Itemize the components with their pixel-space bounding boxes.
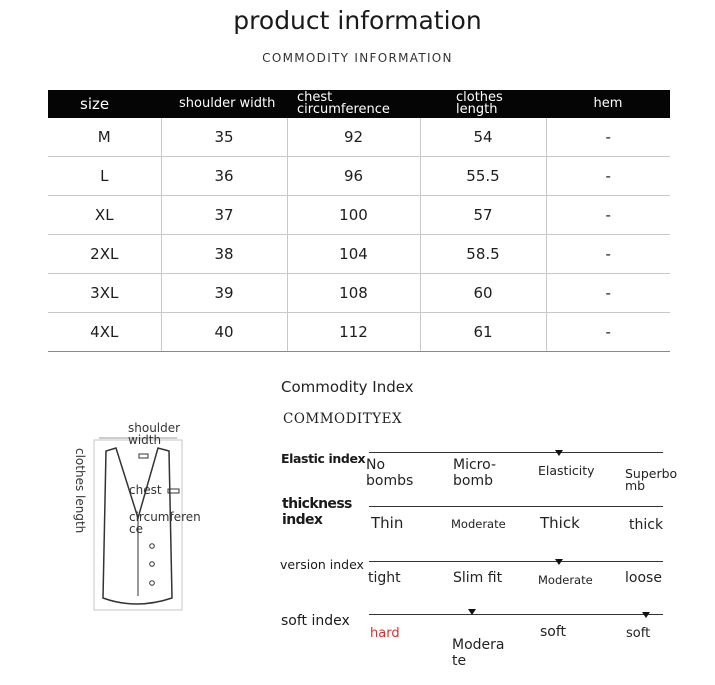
clothes-length-label: clothes length (73, 448, 87, 534)
header-length-line2: length (456, 102, 498, 117)
cell-length: 57 (420, 196, 546, 235)
circumference-label: circumferen ce (129, 510, 201, 536)
header-length-line1: clothes (456, 90, 503, 105)
shoulder-width-label: shoulder width (128, 421, 181, 447)
table-row (48, 157, 670, 196)
header-size: size (48, 90, 161, 118)
page-subtitle: COMMODITY INFORMATION (262, 51, 453, 65)
soft-option-2: Modera te (452, 637, 505, 669)
cell-length: 58.5 (420, 235, 546, 274)
version-option-1: tight (368, 570, 401, 586)
elastic-selected-marker (555, 450, 563, 456)
cell-shoulder: 37 (161, 196, 287, 235)
soft-index-rule (369, 614, 663, 615)
table-row (48, 235, 670, 274)
version-option-3: Moderate (538, 573, 593, 587)
cell-hem: - (546, 118, 670, 157)
cell-size: M (48, 118, 161, 157)
header-clothes-length (420, 90, 546, 118)
cell-chest: 96 (287, 157, 420, 196)
commodity-index-subtitle: COMMODITYEX (283, 411, 403, 427)
cell-shoulder: 35 (161, 118, 287, 157)
commodity-index-title: Commodity Index (281, 378, 414, 396)
thickness-option-3: Thick (540, 514, 580, 532)
cell-size: 4XL (48, 313, 161, 352)
thickness-index-rule (369, 506, 663, 507)
elastic-option-2: Micro-bomb (453, 457, 496, 489)
table-row (48, 196, 670, 235)
soft-option-3: soft (540, 624, 567, 640)
cell-chest: 108 (287, 274, 420, 313)
version-index-rule (369, 561, 663, 562)
thickness-option-2: Moderate (451, 517, 506, 531)
cell-hem: - (546, 313, 670, 352)
cell-hem: - (546, 274, 670, 313)
cell-length: 61 (420, 313, 546, 352)
version-option-4: loose (625, 570, 662, 586)
cell-length: 60 (420, 274, 546, 313)
soft-index-label: soft index (281, 613, 350, 629)
header-hem: hem (546, 90, 670, 118)
cell-shoulder: 38 (161, 235, 287, 274)
soft-selected-marker-2 (642, 612, 650, 618)
cell-length: 54 (420, 118, 546, 157)
cell-size: 2XL (48, 235, 161, 274)
thickness-option-4: thick (629, 517, 664, 533)
cell-shoulder: 40 (161, 313, 287, 352)
cell-chest: 104 (287, 235, 420, 274)
cell-chest: 100 (287, 196, 420, 235)
elastic-option-3: Elasticity (538, 463, 595, 478)
elastic-index-label: Elastic index (281, 451, 366, 466)
elastic-option-4: Superbo mb (625, 466, 678, 493)
chest-label: chest (129, 483, 162, 497)
elastic-index-rule (369, 452, 663, 453)
header-shoulder-width: shoulder width (161, 90, 287, 118)
size-table-header-row (48, 90, 670, 118)
header-chest-line1: chest (297, 90, 333, 105)
header-chest-circumference (287, 90, 420, 118)
elastic-option-1: No bombs (366, 457, 414, 489)
vest-diagram (73, 418, 266, 618)
cell-size: XL (48, 196, 161, 235)
table-row (48, 118, 670, 157)
cell-hem: - (546, 196, 670, 235)
soft-option-4: soft (626, 626, 651, 641)
cell-size: L (48, 157, 161, 196)
thickness-option-1: Thin (371, 514, 404, 532)
cell-shoulder: 36 (161, 157, 287, 196)
header-chest-line2: circumference (297, 102, 390, 117)
cell-size: 3XL (48, 274, 161, 313)
cell-chest: 112 (287, 313, 420, 352)
cell-shoulder: 39 (161, 274, 287, 313)
cell-hem: - (546, 235, 670, 274)
version-selected-marker (555, 559, 563, 565)
table-row (48, 313, 670, 352)
cell-length: 55.5 (420, 157, 546, 196)
version-index-label: version index (280, 557, 364, 572)
size-table (48, 90, 670, 352)
thickness-index-label: thickness index (282, 496, 352, 528)
soft-option-1: hard (370, 626, 400, 641)
cell-hem: - (546, 157, 670, 196)
page-title: product information (233, 6, 482, 35)
cell-chest: 92 (287, 118, 420, 157)
version-option-2: Slim fit (453, 570, 503, 586)
soft-selected-marker-1 (468, 609, 476, 615)
table-row (48, 274, 670, 313)
